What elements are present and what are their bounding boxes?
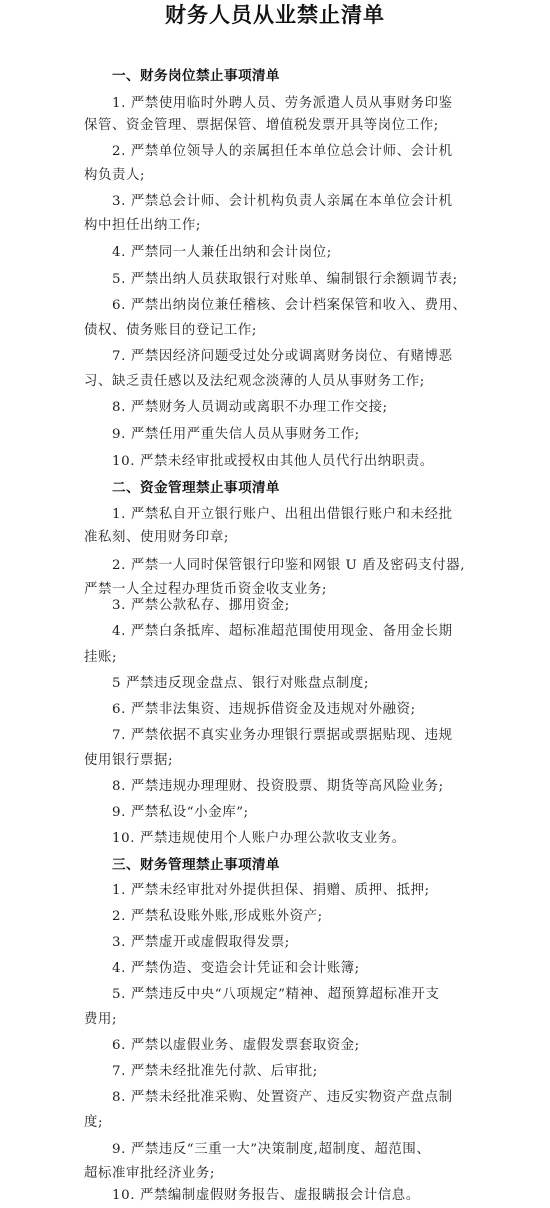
list-item-line: 使用银行票据; <box>84 753 174 768</box>
list-item-line: 3. 严禁公款私存、挪用资金; <box>112 598 290 613</box>
list-item-line: 10. 严禁编制虚假财务报告、虚报瞒报会计信息。 <box>112 1188 420 1203</box>
list-item-line: 1. 严禁未经审批对外提供担保、捐赠、质押、抵押; <box>112 883 430 898</box>
list-item-line: 债权、债务账目的登记工作; <box>84 323 257 338</box>
list-item-line: 严禁一人全过程办理货币资金收支业务; <box>84 582 327 597</box>
list-item-line: 6. 严禁非法集资、违规拆借资金及违规对外融资; <box>112 702 416 717</box>
list-item-line: 5 严禁违反现金盘点、银行对账盘点制度; <box>112 676 369 691</box>
list-item-line: 挂账; <box>84 650 118 665</box>
list-item-line: 费用; <box>84 1012 118 1027</box>
list-item-line: 2. 严禁单位领导人的亲属担任本单位总会计师、会计机 <box>112 144 453 159</box>
list-item-line: 度; <box>84 1115 104 1130</box>
list-item-line: 7. 严禁未经批准先付款、后审批; <box>112 1064 318 1079</box>
list-item-line: 4. 严禁伪造、变造会计凭证和会计账簿; <box>112 961 360 976</box>
list-item-line: 1. 严禁使用临时外聘人员、劳务派遣人员从事财务印鉴 <box>112 96 453 111</box>
list-item-line: 3. 严禁总会计师、会计机构负责人亲属在本单位会计机 <box>112 194 453 209</box>
list-item-line: 8. 严禁未经批准采购、处置资产、违反实物资产盘点制 <box>112 1090 453 1105</box>
list-item-line: 10. 严禁违规使用个人账户办理公款收支业务。 <box>112 831 406 846</box>
list-item-line: 构负责人; <box>84 168 146 183</box>
list-item-line: 9. 严禁私设“小金库”; <box>112 805 249 820</box>
list-item-line: 5. 严禁违反中央“八项规定”精神、超预算超标准开支 <box>112 987 440 1002</box>
list-item-line: 8. 严禁财务人员调动或离职不办理工作交接; <box>112 400 388 415</box>
list-item-line: 5. 严禁出纳人员获取银行对账单、编制银行余额调节表; <box>112 272 458 287</box>
list-item-line: 3. 严禁虚开或虚假取得发票; <box>112 935 290 950</box>
list-item-line: 4. 严禁白条抵库、超标准超范围使用现金、备用金长期 <box>112 624 453 639</box>
list-item-line: 7. 严禁依据不真实业务办理银行票据或票据贴现、违规 <box>112 728 453 743</box>
list-item-line: 7. 严禁因经济问题受过处分或调离财务岗位、有赌博恶 <box>112 349 453 364</box>
list-item-line: 10. 严禁未经审批或授权由其他人员代行出纳职责。 <box>112 454 434 469</box>
list-item-line: 8. 严禁违规办理理财、投资股票、期货等高风险业务; <box>112 779 444 794</box>
list-item-line: 6. 严禁以虚假业务、虚假发票套取资金; <box>112 1038 360 1053</box>
section-heading: 三、财务管理禁止事项清单 <box>112 857 280 873</box>
list-item-line: 2. 严禁私设账外账,形成账外资产; <box>112 909 323 924</box>
list-item-line: 6. 严禁出纳岗位兼任稽核、会计档案保管和收入、费用、 <box>112 298 467 313</box>
list-item-line: 超标准审批经济业务; <box>84 1166 216 1181</box>
list-item-line: 习、缺乏责任感以及法纪观念淡薄的人员从事财务工作; <box>84 374 425 389</box>
list-item-line: 2. 严禁一人同时保管银行印鉴和网银 U 盾及密码支付器, <box>112 558 466 573</box>
list-item-line: 构中担任出纳工作; <box>84 218 202 233</box>
section-heading: 一、财务岗位禁止事项清单 <box>112 68 280 84</box>
list-item-line: 1. 严禁私自开立银行账户、出租出借银行账户和未经批 <box>112 507 453 522</box>
list-item-line: 准私刻、使用财务印章; <box>84 530 230 545</box>
section-heading: 二、资金管理禁止事项清单 <box>112 480 280 496</box>
list-item-line: 4. 严禁同一人兼任出纳和会计岗位; <box>112 245 332 260</box>
document-title: 财务人员从业禁止清单 <box>165 3 385 27</box>
list-item-line: 9. 严禁任用严重失信人员从事财务工作; <box>112 427 360 442</box>
list-item-line: 9. 严禁违反“三重一大”决策制度,超制度、超范围、 <box>112 1142 431 1157</box>
list-item-line: 保管、资金管理、票据保管、增值税发票开具等岗位工作; <box>84 118 439 133</box>
